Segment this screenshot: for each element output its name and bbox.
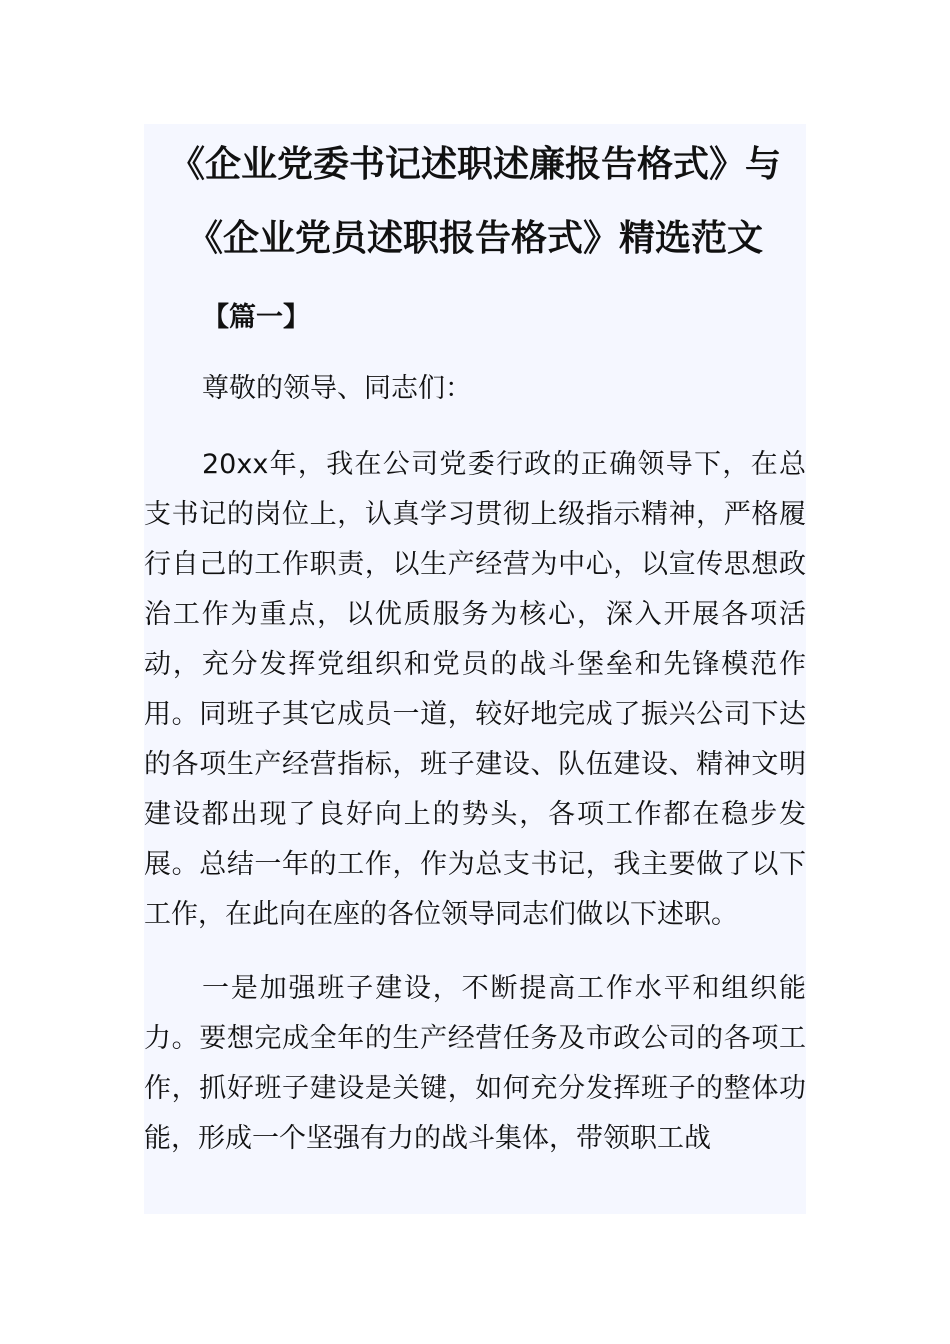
document-content [144,124,806,1214]
section-heading: 【篇一】 [202,302,310,333]
title-line-1: 《企业党委书记述职述廉报告格式》与 [168,144,781,185]
paragraph-1: 20xx年，我在公司党委行政的正确领导下，在总支书记的岗位上，认真学习贯彻上级指示精神，严格履行自己的工作职责，以生产经营为中心，以宣传思想政治工作为重点，以优质服务为核心，深入开展各项活动，充分发挥党组织和党员的战斗堡垒和先锋模范作用。同班子其它成员一道，较好地完成了振兴公司下达的各项生产经营指标，班子建设、队伍建设、精神文明建设都出现了良好向上的势头，各项工作都在稳步发展。总结一年的工作，作为总支书记，我主要做了以下工作，在此向在座的各位领导同志们做以下述职。 [144,449,806,930]
greeting: 尊敬的领导、同志们： [202,373,472,404]
title-line-2: 《企业党员述职报告格式》精选范文 [186,218,763,259]
document-title [144,124,806,276]
paragraph-2: 一是加强班子建设，不断提高工作水平和组织能力。要想完成全年的生产经营任务及市政公司的各项工作，抓好班子建设是关键，如何充分发挥班子的整体功能，形成一个坚强有力的战斗集体，带领职工战 [144,973,806,1154]
